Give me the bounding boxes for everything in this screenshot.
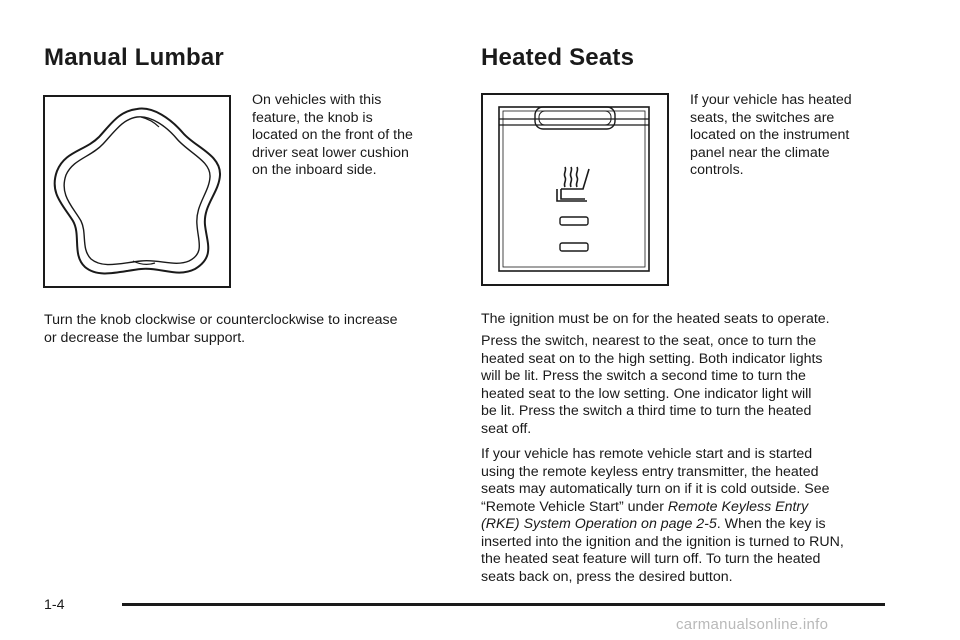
text-line: be lit. Press the switch a third time to turn the heated (481, 403, 812, 419)
text-line: located on the front of the (252, 127, 413, 143)
text-line: located on the instrument (690, 127, 850, 143)
heated-para1: The ignition must be on for the heated seats to operate. (481, 311, 830, 327)
text-line: inserted into the ignition and the ignition is turned to RUN, (481, 533, 844, 550)
lumbar-body (44, 312, 464, 347)
text-line: will be lit. Press the switch a second time to turn the (481, 368, 806, 384)
text-line: on the inboard side. (252, 162, 377, 178)
text-line: driver seat lower cushion (252, 144, 409, 161)
lumbar-knob-icon (45, 97, 229, 286)
text-line: the heated seat feature will turn off. To turn the heated (481, 551, 821, 567)
text-line: Press the switch, nearest to the seat, once to turn the (481, 333, 817, 349)
footer-rule (122, 603, 885, 606)
text-run: “Remote Vehicle Start” under (481, 498, 668, 515)
text-line: seats back on, press the desired button. (481, 568, 733, 585)
text-line: seat off. (481, 420, 532, 437)
text-line: controls. (690, 162, 744, 178)
heated-intro (690, 92, 890, 180)
text-line (481, 516, 911, 534)
heated-para3 (481, 446, 911, 586)
heated-seat-figure (481, 93, 669, 286)
text-line: heated seat on to the high setting. Both indicator lights (481, 350, 823, 367)
text-line: or decrease the lumbar support. (44, 329, 246, 346)
lumbar-knob-figure (43, 95, 231, 288)
text-line: panel near the climate (690, 144, 830, 161)
text-run: . When the key is (716, 516, 826, 532)
rke-reference-link[interactable]: Remote Keyless Entry (667, 498, 809, 515)
lumbar-intro (252, 92, 452, 180)
page-number: 1-4 (44, 597, 65, 613)
heated-para2 (481, 333, 901, 438)
text-line: If your vehicle has remote vehicle start and is started (481, 446, 813, 462)
heated-seats-heading: Heated Seats (481, 44, 635, 71)
rke-page-reference[interactable]: (RKE) System Operation on page 2-5 (481, 516, 717, 532)
text-line: seats may automatically turn on if it is cold outside. See (481, 481, 830, 497)
watermark: carmanualsonline.info (676, 616, 829, 633)
text-line: On vehicles with this (252, 92, 382, 108)
text-line: feature, the knob is (252, 109, 373, 126)
text-line (481, 499, 911, 517)
manual-lumbar-heading: Manual Lumbar (44, 44, 224, 71)
text-line: seats, the switches are (690, 109, 835, 126)
text-line: heated seat to the low setting. One indicator light will (481, 385, 812, 402)
text-line: using the remote keyless entry transmitter, the heated (481, 463, 819, 480)
heated-seat-switch-icon (483, 95, 667, 284)
text-line: Turn the knob clockwise or counterclockwise to increase (44, 312, 398, 328)
text-line: If your vehicle has heated (690, 92, 852, 108)
